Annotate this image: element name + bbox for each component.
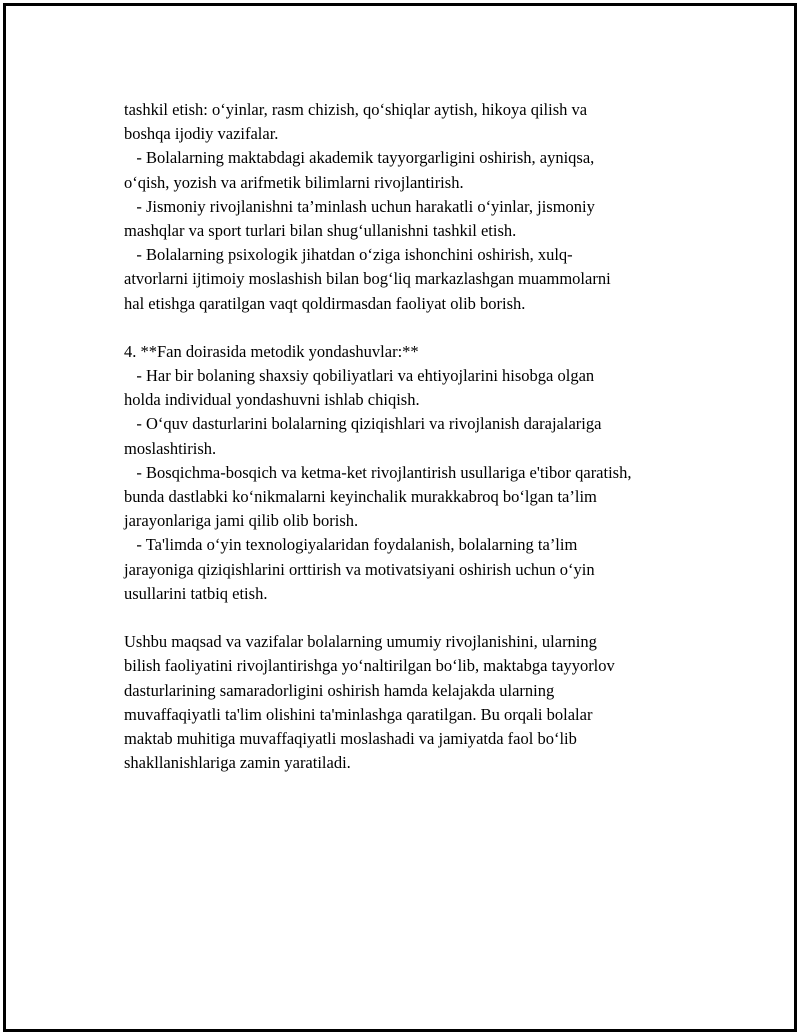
text-line: - Jismoniy rivojlanishni ta’minlash uchun harakatli o‘yinlar, jismoniy [124, 196, 595, 216]
text-line: holda individual yondashuvni ishlab chiqish. [124, 390, 420, 410]
page-frame [3, 3, 797, 1032]
text-line: hal etishga qaratilgan vaqt qoldirmasdan faoliyat olib borish. [124, 293, 526, 313]
text-line: usullarini tatbiq etish. [124, 583, 268, 603]
text-line: bunda dastlabki ko‘nikmalarni keyinchalik murakkabroq bo‘lgan ta’lim [124, 487, 597, 506]
paragraph-methodical-approaches [124, 340, 704, 606]
text-line: bilish faoliyatini rivojlantirishga yo‘naltirilgan bo‘lib, maktabga tayyorlov [124, 656, 615, 676]
text-line: dasturlarining samaradorligini oshirish hamda kelajakda ularning [124, 680, 555, 700]
text-line: - Har bir bolaning shaxsiy qobiliyatlari va ehtiyojlarini hisobga olgan [124, 366, 595, 386]
text-line: shakllanishlariga zamin yaratiladi. [124, 753, 351, 773]
document-body [124, 98, 704, 775]
text-line: tashkil etish: o‘yinlar, rasm chizish, qo‘shiqlar aytish, hikoya qilish va [124, 100, 588, 119]
text-line: moslashtirish. [124, 438, 217, 458]
text-line: - Bosqichma-bosqich va ketma-ket rivojlantirish usullariga e'tibor qaratish, [124, 462, 632, 482]
text-line: mashqlar va sport turlari bilan shug‘ullanishni tashkil etish. [124, 220, 517, 240]
paragraph-conclusion [124, 630, 704, 775]
text-line: muvaffaqiyatli ta'lim olishini ta'minlashga qaratilgan. Bu orqali bolalar [124, 704, 593, 724]
text-line: Ushbu maqsad va vazifalar bolalarning umumiy rivojlanishini, ularning [124, 632, 597, 652]
paragraph-spacer [124, 316, 704, 340]
text-line: boshqa ijodiy vazifalar. [124, 124, 279, 144]
text-line: - Bolalarning psixologik jihatdan o‘ziga ishonchini oshirish, xulq- [124, 245, 573, 265]
text-line: maktab muhitiga muvaffaqiyatli moslashadi va jamiyatda faol bo‘lib [124, 728, 577, 748]
text-line: jarayoniga qiziqishlarini orttirish va motivatsiyani oshirish uchun o‘yin [124, 559, 595, 579]
text-line: - O‘quv dasturlarini bolalarning qiziqishlari va rivojlanish darajalariga [124, 414, 602, 434]
text-line: - Ta'limda o‘yin texnologiyalaridan foydalanish, bolalarning ta’lim [124, 535, 578, 555]
text-line: - Bolalarning maktabdagi akademik tayyorgarligini oshirish, ayniqsa, [124, 148, 595, 168]
text-line: o‘qish, yozish va arifmetik bilimlarni rivojlantirish. [124, 172, 464, 192]
text-line: atvorlarni ijtimoiy moslashish bilan bog‘liq markazlashgan muammolarni [124, 269, 611, 289]
paragraph-tasks-continued [124, 98, 704, 316]
paragraph-spacer [124, 606, 704, 630]
section-heading: 4. **Fan doirasida metodik yondashuvlar:** [124, 341, 419, 361]
text-line: jarayonlariga jami qilib olib borish. [124, 511, 359, 531]
